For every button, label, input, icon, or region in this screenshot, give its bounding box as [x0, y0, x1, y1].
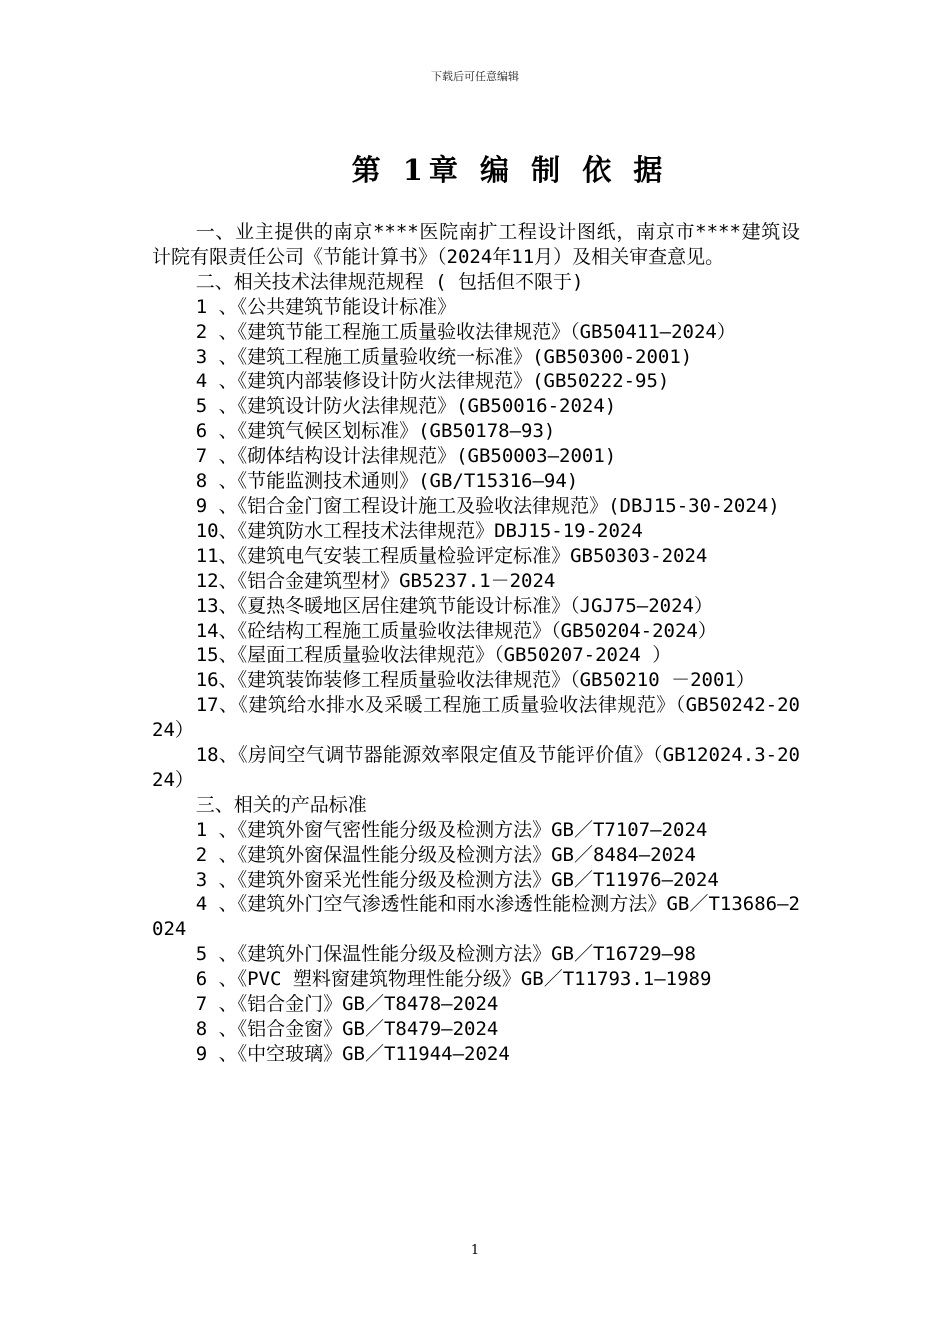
paragraph: 6 、《建筑气候区划标准》(GB50178—93) [195, 420, 556, 443]
paragraph: 5 、《建筑外门保温性能分级及检测方法》GB／T16729—98 [195, 943, 696, 966]
paragraph: 7 、《铝合金门》GB／T8478—2024 [195, 993, 499, 1016]
paragraph: 9 、《中空玻璃》GB／T11944—2024 [195, 1042, 510, 1065]
header-note: 下载后可任意编辑 [431, 70, 519, 83]
paragraph: 7 、《砌体结构设计法律规范》(GB50003—2001) [195, 445, 617, 468]
paragraph: 11、《建筑电气安装工程质量检验评定标准》GB50303-2024 [195, 544, 708, 567]
paragraph: 3 、《建筑工程施工质量验收统一标准》(GB50300-2001) [195, 345, 693, 368]
paragraph: 5 、《建筑设计防火法律规范》(GB50016-2024) [195, 395, 617, 418]
paragraph: 15、《屋面工程质量验收法律规范》（GB50207-2024 ） [195, 644, 672, 667]
paragraph: 16、《建筑装饰装修工程质量验收法律规范》（GB50210 －2001） [195, 669, 755, 692]
paragraph: 2 、《建筑外窗保温性能分级及检测方法》GB／8484—2024 [195, 843, 696, 866]
paragraph: 18、《房间空气调节器能源效率限定值及节能评价值》（GB12024.3-2024） [152, 744, 800, 791]
chapter-title: 第 1章 编 制 依 据 [351, 153, 669, 187]
paragraph: 8 、《节能监测技术通则》(GB/T15316—94) [195, 470, 579, 493]
page-number: 1 [470, 1243, 480, 1258]
paragraph: 三、相关的产品标准 [195, 793, 367, 816]
paragraph: 一、业主提供的南京****医院南扩工程设计图纸，南京市****建筑设计院有限责任公司《节能计算书》（2024年11月）及相关审查意见。 [152, 221, 800, 268]
paragraph: 8 、《铝合金窗》GB／T8479—2024 [195, 1018, 499, 1040]
paragraph: 12、《铝合金建筑型材》GB5237.1－2024 [195, 569, 556, 592]
paragraph: 13、《夏热冬暖地区居住建筑节能设计标准》（JGJ75—2024） [195, 594, 713, 617]
paragraph: 4 、《建筑外门空气渗透性能和雨水渗透性能检测方法》GB／T13686—2024 [152, 893, 800, 941]
paragraph: 14、《砼结构工程施工质量验收法律规范》（GB50204-2024） [195, 619, 717, 642]
paragraph: 1 、《建筑外窗气密性能分级及检测方法》GB／T7107—2024 [195, 818, 708, 841]
paragraph: 2 、《建筑节能工程施工质量验收法律规范》（GB50411—2024） [195, 320, 736, 343]
paragraph: 1 、《公共建筑节能设计标准》 [195, 295, 457, 318]
paragraph: 6 、《PVC 塑料窗建筑物理性能分级》GB／T11793.1—1989 [195, 968, 712, 991]
document-body [152, 220, 800, 1067]
paragraph: 17、《建筑给水排水及采暖工程施工质量验收法律规范》（GB50242-2024） [152, 694, 800, 742]
paragraph: 二、相关技术法律规范规程 ( 包括但不限于) [195, 270, 584, 293]
paragraph: 3 、《建筑外窗采光性能分级及检测方法》GB／T11976—2024 [195, 868, 719, 891]
paragraph: 10、《建筑防水工程技术法律规范》DBJ15-19-2024 [195, 519, 643, 542]
paragraph: 4 、《建筑内部装修设计防火法律规范》(GB50222-95) [195, 370, 670, 393]
paragraph: 9 、《铝合金门窗工程设计施工及验收法律规范》(DBJ15-30-2024) [195, 494, 780, 517]
